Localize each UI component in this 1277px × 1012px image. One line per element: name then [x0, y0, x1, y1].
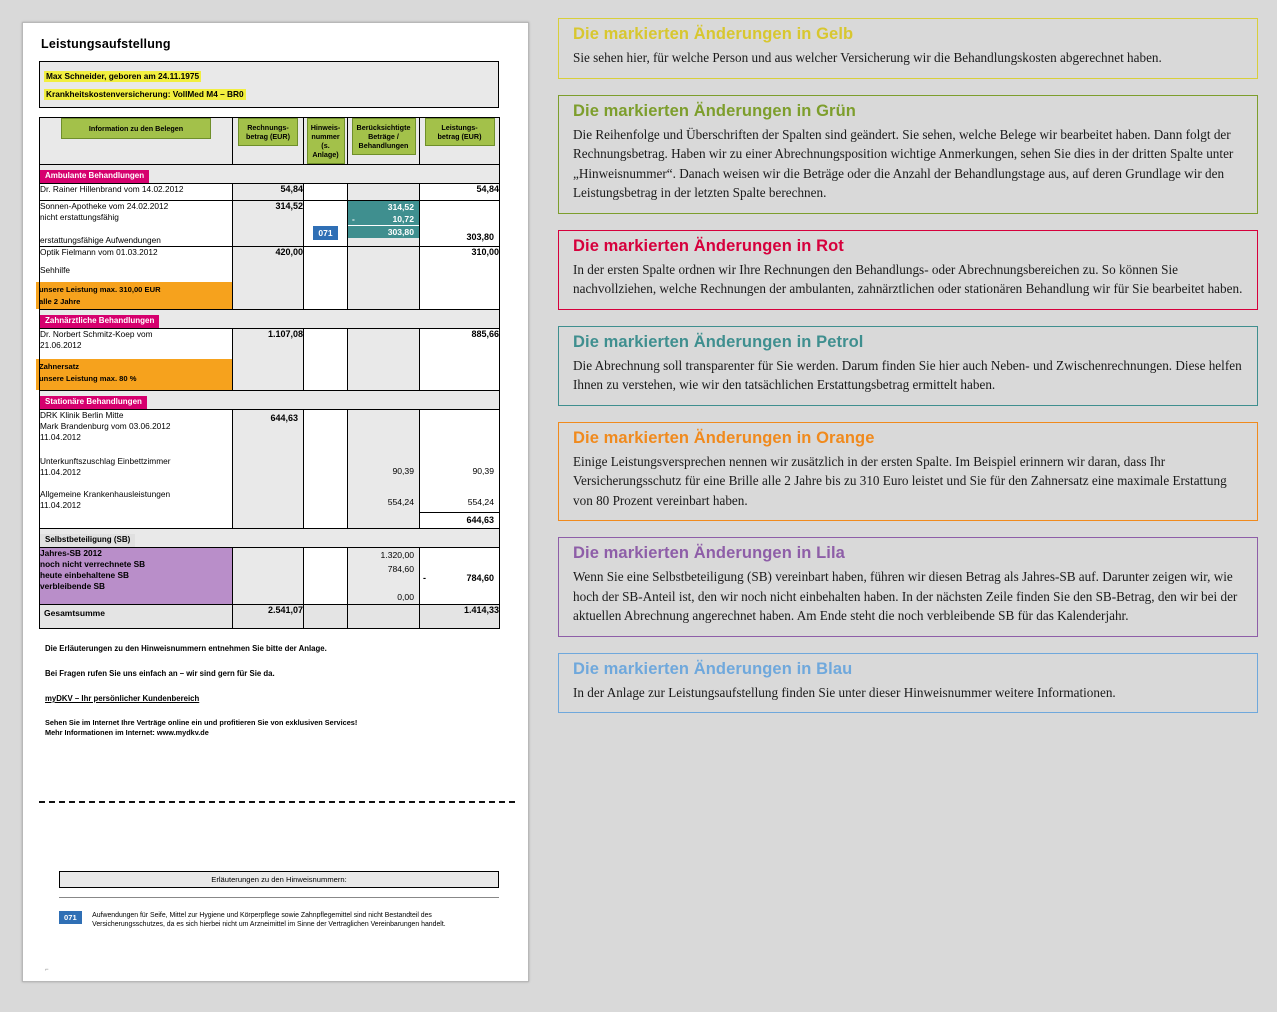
header-label-info: Information zu den Belegen — [61, 118, 211, 139]
perforation-divider — [39, 801, 515, 803]
section-header-row — [40, 310, 500, 329]
note-number-badge[interactable]: 071 — [313, 226, 337, 240]
header-cell-benefit — [420, 118, 500, 165]
legend-text: In der Anlage zur Leistungsaufstellung finden Sie unter dieser Hinweisnummer weitere Informationen. — [573, 684, 1116, 700]
considered-amount-3: 303,80 — [348, 225, 419, 238]
row-info-line3: erstattungsfähige Aufwendungen — [40, 235, 161, 245]
footer-note-line1: Die Erläuterungen zu den Hinweisnummern entnehmen Sie bitte der Anlage. — [45, 644, 327, 653]
legend-item-green — [558, 95, 1258, 214]
considered-amount-2 — [348, 213, 419, 225]
row-invoice: 1.107,08 — [233, 329, 304, 391]
row-info-line2: 21.06.2012 — [40, 340, 82, 350]
section-header-inpatient — [40, 391, 500, 410]
section-header-deductible — [40, 529, 500, 548]
header-cell-note — [304, 118, 348, 165]
row-info — [40, 410, 233, 529]
row-info-line4: verbleibende SB — [40, 581, 106, 591]
legend-title: Die markierten Änderungen in Petrol — [573, 332, 864, 351]
row-considered — [348, 410, 420, 529]
row-considered — [348, 548, 420, 605]
section-label: Ambulante Behandlungen — [40, 170, 149, 183]
insured-name-line: Max Schneider, geboren am 24.11.1975 — [46, 71, 200, 81]
benefit-promise-highlight — [36, 282, 236, 309]
row-invoice: 314,52 — [233, 201, 304, 247]
row-benefit-value: 303,80 — [466, 232, 494, 242]
footer-note-line2: Bei Fragen rufen Sie uns einfach an – wir sind gern für Sie da. — [45, 669, 275, 678]
legend-title: Die markierten Änderungen in Orange — [573, 428, 875, 447]
total-considered — [348, 605, 420, 629]
total-note — [304, 605, 348, 629]
table-total-row — [40, 605, 500, 629]
legend-text: In der ersten Spalte ordnen wir Ihre Rechnungen den Behandlungs- oder Abrechnungsbereichen zu. So können Sie nachvollziehen, welche Rechnungen der ambulanten, zahnärztlichen oder stationären Behandlung wir für Sie bearbeitet haben. — [573, 261, 1243, 296]
section-label: Zahnärztliche Behandlungen — [40, 315, 159, 328]
row-invoice: 54,84 — [233, 184, 304, 201]
total-invoice: 2.541,07 — [233, 605, 304, 629]
row-invoice — [233, 548, 304, 605]
table-row — [40, 247, 500, 310]
legend-item-petrol — [558, 326, 1258, 406]
table-header-row — [40, 118, 500, 165]
section-header-row — [40, 529, 500, 548]
row-info-line5: 11.04.2012 — [40, 467, 81, 477]
row-info-line2: Sehhilfe — [40, 265, 70, 275]
minus-sign: - — [352, 214, 355, 224]
benefit-value-1: 90,39 — [472, 466, 494, 476]
legend-title: Die markierten Änderungen in Grün — [573, 101, 856, 120]
total-benefit: 1.414,33 — [420, 605, 500, 629]
row-note — [304, 184, 348, 201]
header-cell-invoice — [233, 118, 304, 165]
row-info — [40, 247, 233, 310]
table-row — [40, 184, 500, 201]
row-info — [40, 548, 233, 605]
row-invoice: 420,00 — [233, 247, 304, 310]
row-considered — [348, 184, 420, 201]
section-header-dental — [40, 310, 500, 329]
legend-text: Die Abrechnung soll transparenter für Sie werden. Darum finden Sie hier auch Neben- und Zwischenrechnungen. Diese helfen Ihnen zu verstehen, wie wir den tatsächlichen Erstattungsbetrag ermittelt haben. — [573, 357, 1242, 392]
considered-value-1: 90,39 — [392, 466, 414, 476]
considered-value-3: 0,00 — [397, 592, 414, 602]
considered-value-1: 1.320,00 — [380, 550, 414, 560]
attachment-note — [59, 911, 499, 929]
note-text: Aufwendungen für Seife, Mittel zur Hygiene und Körperpflege sowie Zahnpflegemittel sind nicht Bestandteil des Versicherungsschutzes, da es sich hierbei nicht um Arzneimittel im Sinne der Vertraglichen Vereinbarungen handelt. — [92, 912, 446, 928]
row-info-line2: nicht erstattungsfähig — [40, 212, 119, 222]
legend-text: Sie sehen hier, für welche Person und aus welcher Versicherung wir die Behandlungskosten abgerechnet haben. — [573, 50, 1162, 65]
legend-column — [558, 18, 1258, 729]
row-benefit — [420, 201, 500, 247]
row-benefit: 310,00 — [420, 247, 500, 310]
section-header-row — [40, 165, 500, 184]
row-benefit-value: 784,60 — [466, 573, 494, 583]
row-note — [304, 548, 348, 605]
row-benefit-value-wrap — [420, 570, 499, 586]
legend-title: Die markierten Änderungen in Gelb — [573, 25, 854, 43]
row-info-line2: noch nicht verrechnete SB — [40, 559, 146, 569]
considered-value-2: 784,60 — [387, 564, 414, 574]
attachment-divider — [59, 897, 499, 898]
row-considered — [348, 329, 420, 391]
section-header-ambulant — [40, 165, 500, 184]
attachment-title-bar: Erläuterungen zu den Hinweisnummern: — [59, 871, 499, 888]
row-note — [304, 201, 348, 247]
header-label-invoice: Rechnungs- betrag (EUR) — [238, 118, 298, 146]
section-header-row — [40, 391, 500, 410]
row-info-line1: DRK Klinik Berlin Mitte — [40, 410, 124, 420]
statement-document — [22, 22, 529, 982]
row-info-line1: Sonnen-Apotheke vom 24.02.2012 — [40, 201, 169, 211]
row-note — [304, 410, 348, 529]
considered-value-2: 554,24 — [387, 497, 414, 507]
insured-policy-line: Krankheitskostenversicherung: VollMed M4 – BR0 — [46, 89, 244, 99]
section-label: Stationäre Behandlungen — [40, 396, 147, 409]
legend-item-yellow — [558, 18, 1258, 79]
benefit-subtotal: 644,63 — [420, 512, 499, 528]
note-number-badge[interactable]: 071 — [59, 911, 82, 924]
table-row — [40, 201, 500, 247]
considered-amount-2-value: 10,72 — [392, 214, 414, 224]
insured-info-box — [39, 61, 499, 108]
table-row — [40, 410, 500, 529]
minus-sign: - — [423, 573, 426, 583]
table-row — [40, 548, 500, 605]
considered-amount-1: 314,52 — [348, 201, 419, 213]
mydkv-line2: Mehr Informationen im Internet: www.mydkv.de — [45, 728, 209, 737]
row-benefit: 885,66 — [420, 329, 500, 391]
mydkv-line1: Sehen Sie im Internet Ihre Verträge online ein und profitieren Sie von exklusiven Services! — [45, 718, 358, 727]
legend-text: Die Reihenfolge und Überschriften der Spalten sind geändert. Sie sehen, welche Belege wir bearbeitet haben. Dann folgt der Rechnungsbetrag. Haben wir zu einer Abrechnungsposition wichtige Anmerkungen, sehen Sie dies in der dritten Spalte unter „Hinweisnummer“. Danach weisen wir die Beträge oder die Anzahl der Behandlungstage aus, auf deren Grundlage wir den Leistungsbetrag in der letzten Spalte berechnen. — [573, 126, 1234, 200]
row-info-line4: Unterkunftszuschlag Einbettzimmer — [40, 456, 171, 466]
row-invoice — [233, 410, 304, 529]
mydkv-link[interactable]: myDKV – Ihr persönlicher Kundenbereich — [45, 694, 200, 703]
promise-line1: Zahnersatz — [39, 362, 80, 371]
header-label-benefit: Leistungs- betrag (EUR) — [425, 118, 495, 146]
legend-title: Die markierten Änderungen in Blau — [573, 659, 853, 678]
promise-line1: unsere Leistung max. 310,00 EUR — [39, 285, 161, 294]
legend-item-orange — [558, 422, 1258, 522]
row-info-line1: Dr. Norbert Schmitz-Koep vom — [40, 329, 153, 339]
page-title: Leistungsaufstellung — [41, 37, 171, 51]
row-considered — [348, 247, 420, 310]
page-corner-mark: ⌐ — [45, 967, 49, 973]
row-info-line1: Optik Fielmann vom 01.03.2012 — [40, 247, 158, 257]
document-footer — [45, 643, 495, 738]
legend-item-lila — [558, 537, 1258, 637]
legend-title: Die markierten Änderungen in Lila — [573, 544, 845, 562]
row-info-line3: heute einbehaltene SB — [40, 570, 129, 580]
row-info-line3: 11.04.2012 — [40, 432, 81, 442]
row-info — [40, 201, 233, 247]
legend-text: Einige Leistungsversprechen nennen wir zusätzlich in der ersten Spalte. Im Beispiel erinnern wir daran, dass Ihr Versicherungsschutz für eine Brille alle 2 Jahre bis zu 310 Euro leistet und Sie für den Zahnersatz eine maximale Erstattung von 80 Prozent vereinbart haben. — [573, 453, 1227, 508]
legend-item-red — [558, 230, 1258, 310]
row-note — [304, 329, 348, 391]
row-info-line1: Jahres-SB 2012 — [40, 548, 102, 558]
row-invoice-value: 644,63 — [270, 413, 298, 423]
row-info-line7: 11.04.2012 — [40, 500, 81, 510]
legend-title: Die markierten Änderungen in Rot — [573, 236, 844, 255]
row-benefit — [420, 548, 500, 605]
legend-item-blue — [558, 653, 1258, 714]
table-row — [40, 329, 500, 391]
row-benefit — [420, 410, 500, 529]
benefits-table — [39, 117, 500, 629]
benefit-promise-highlight — [36, 359, 236, 390]
row-considered — [348, 201, 420, 247]
benefit-value-2: 554,24 — [467, 497, 494, 507]
row-benefit: 54,84 — [420, 184, 500, 201]
row-info-line6: Allgemeine Krankenhausleistungen — [40, 489, 171, 499]
header-cell-info — [40, 118, 233, 165]
row-info — [40, 329, 233, 391]
legend-text: Wenn Sie eine Selbstbeteiligung (SB) vereinbart haben, führen wir diesen Betrag als Jahres-SB auf. Darunter zeigen wir, wie hoch der SB-Anteil ist, den wir noch nicht einbehalten haben. In der nächsten Zeile finden Sie den SB-Betrag, den wir bei der aktuellen Abrechnung angerechnet haben. Am Ende steht die noch verbleibende SB für das Kalenderjahr. — [573, 569, 1238, 623]
header-label-considered: Berücksichtigte Beträge / Behandlungen — [352, 118, 416, 155]
section-label: Selbstbeteiligung (SB) — [40, 534, 135, 547]
promise-line2: unsere Leistung max. 80 % — [39, 373, 137, 383]
total-label: Gesamtsumme — [40, 605, 233, 629]
row-note — [304, 247, 348, 310]
row-info-line2: Mark Brandenburg vom 03.06.2012 — [40, 421, 171, 431]
promise-line2: alle 2 Jahre — [39, 296, 81, 306]
header-label-note: Hinweis- nummer (s. Anlage) — [307, 118, 345, 164]
row-info: Dr. Rainer Hillenbrand vom 14.02.2012 — [40, 184, 233, 201]
header-cell-considered — [348, 118, 420, 165]
